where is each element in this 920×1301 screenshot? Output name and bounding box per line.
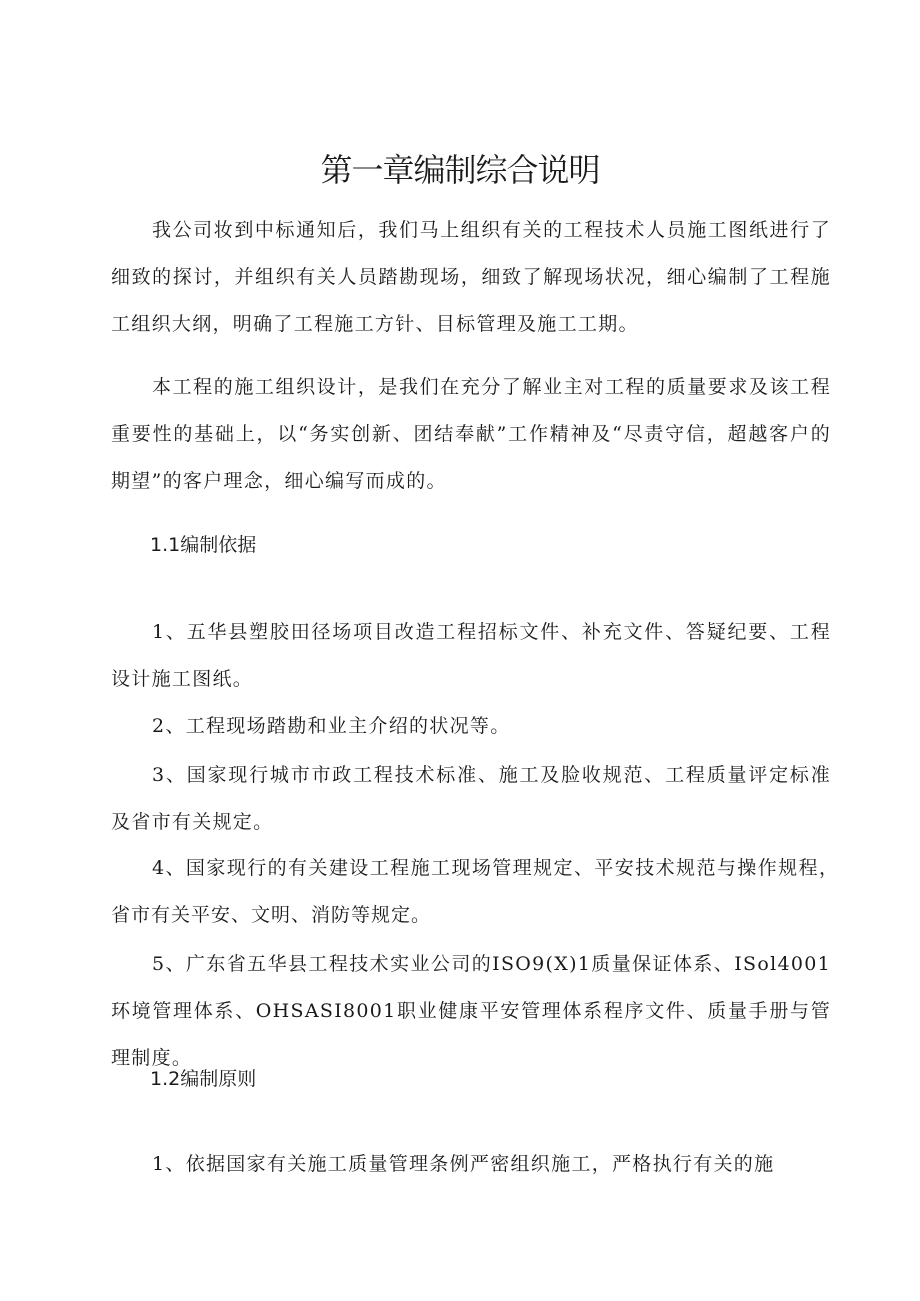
chapter-title: 第一章编制综合说明 bbox=[320, 151, 600, 189]
section-heading-1-1: 1.1编制依据 bbox=[150, 534, 257, 556]
list-item: 5、广东省五华县工程技术实业公司的ISO9(X)1质量保证体系、ISol4001环境管理体系、OHSASI8001职业健康平安管理体系程序文件、质量手册与管理制度。 bbox=[111, 953, 831, 1069]
section-heading-1-2: 1.2编制原则 bbox=[150, 1068, 257, 1090]
list-item: 2、工程现场踏勘和业主介绍的状况等。 bbox=[152, 715, 511, 737]
list-item: 3、国家现行城市市政工程技术标准、施工及脸收规范、工程质量评定标准及省市有关规定。 bbox=[111, 764, 831, 833]
list-item: 1、五华县塑胶田径场项目改造工程招标文件、补充文件、答疑纪要、工程设计施工图纸。 bbox=[111, 621, 831, 690]
list-item: 1、依据国家有关施工质量管理条例严密组织施工，严格执行有关的施 bbox=[152, 1153, 775, 1175]
intro-paragraph: 本工程的施工组织设计，是我们在充分了解业主对工程的质量要求及该工程重要性的基础上，以“务实创新、团结奉献”工作精神及“尽责守信，超越客户的期望”的客户理念，细心编写而成的。 bbox=[111, 376, 831, 492]
intro-paragraph: 我公司妆到中标通知后，我们马上组织有关的工程技术人员施工图纸进行了细致的探讨，并组织有关人员踏勘现场，细致了解现场状况，细心编制了工程施工组织大纲，明确了工程施工方针、目标管理及施工工期。 bbox=[111, 219, 831, 335]
list-item: 4、国家现行的有关建设工程施工现场管理规定、平安技术规范与操作规程，省市有关平安、文明、消防等规定。 bbox=[111, 857, 839, 926]
